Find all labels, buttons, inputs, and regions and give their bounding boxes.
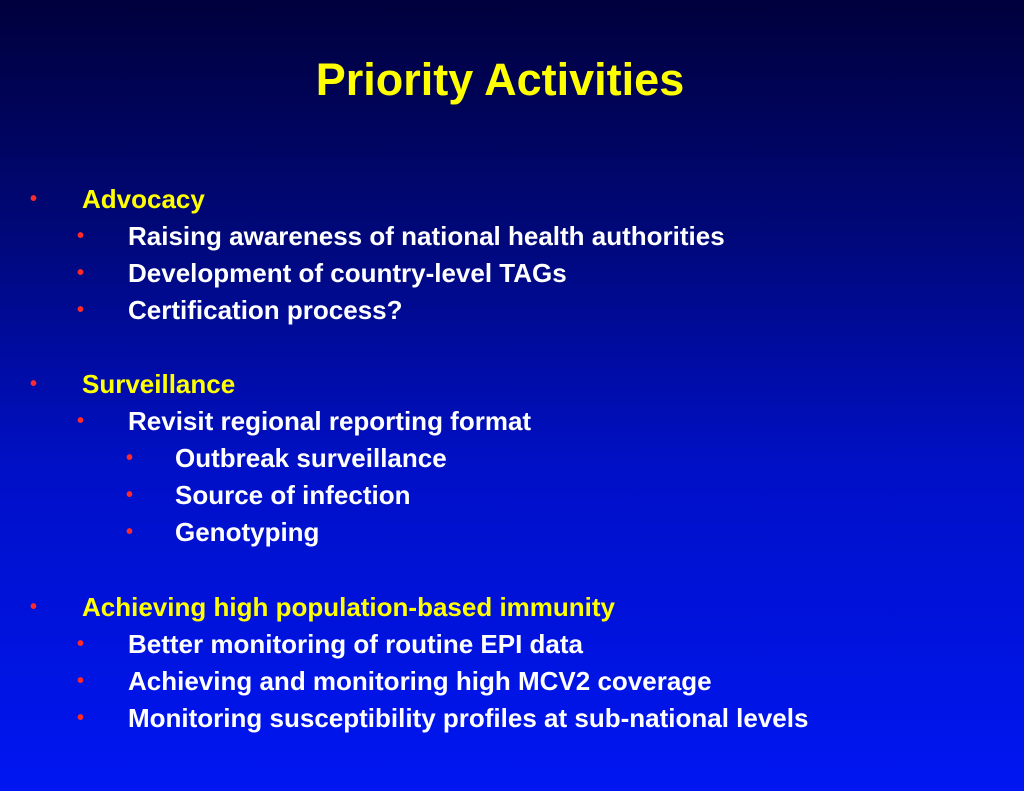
section-heading-label: Achieving high population-based immunity [82, 592, 616, 622]
bullet-icon: • [77, 410, 85, 432]
list-item-label: Certification process? [128, 295, 403, 325]
slide-title: Priority Activities [315, 54, 685, 105]
list-item-label: Raising awareness of national health authorities [128, 221, 725, 251]
sub-list-item-label: Outbreak surveillance [175, 443, 447, 473]
bullet-icon: • [77, 299, 85, 321]
bullet-icon: • [126, 521, 134, 543]
bullet-icon: • [77, 707, 85, 729]
section-heading-label: Advocacy [82, 184, 205, 214]
bullet-icon: • [126, 447, 134, 469]
list-item-label: Revisit regional reporting format [128, 406, 532, 436]
bullet-icon: • [77, 262, 85, 284]
bullet-icon: • [30, 373, 38, 395]
bullet-icon: • [77, 633, 85, 655]
list-item-label: Better monitoring of routine EPI data [128, 629, 584, 659]
bullet-icon: • [77, 225, 85, 247]
bullet-icon: • [126, 484, 134, 506]
bullet-icon: • [30, 596, 38, 618]
sub-list-item-label: Genotyping [175, 517, 320, 547]
sub-list-item-label: Source of infection [175, 480, 411, 510]
section-heading-label: Surveillance [82, 369, 236, 399]
bullet-icon: • [77, 670, 85, 692]
list-item-label: Achieving and monitoring high MCV2 coverage [128, 666, 712, 696]
list-item-label: Monitoring susceptibility profiles at sub-national levels [128, 703, 809, 733]
list-item-label: Development of country-level TAGs [128, 258, 567, 288]
bullet-icon: • [30, 188, 38, 210]
